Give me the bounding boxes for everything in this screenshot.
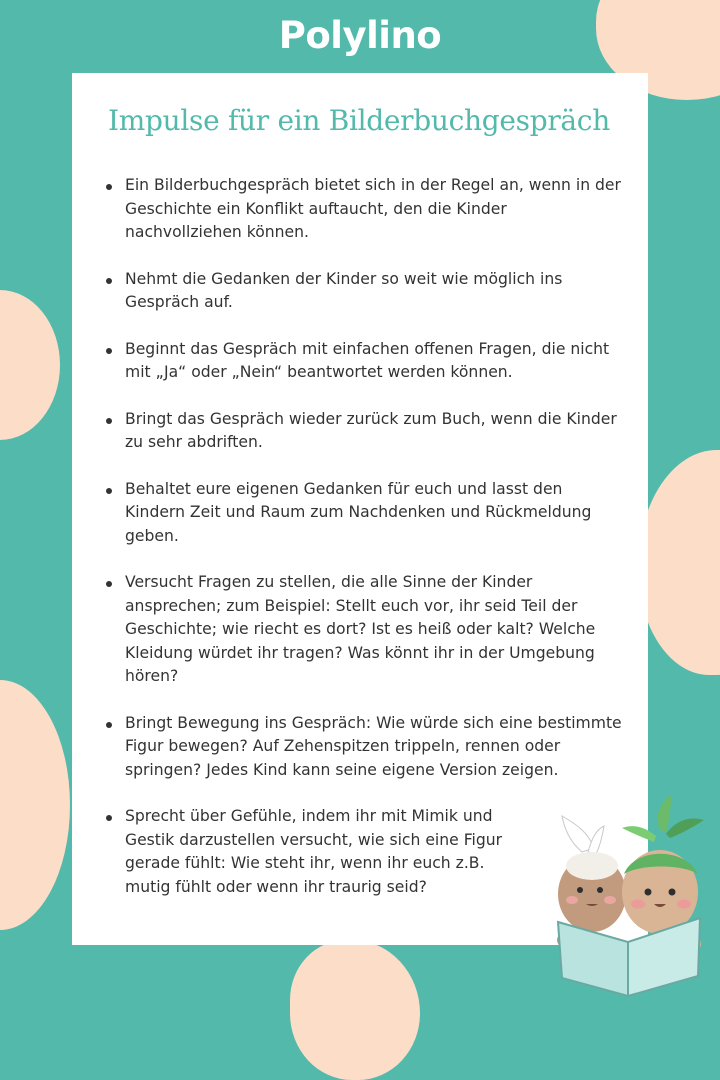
- page-title: Impulse für ein Bilderbuchgespräch: [108, 104, 610, 137]
- list-item: Beginnt das Gespräch mit einfachen offenen Fragen, die nicht mit „Ja“ oder „Nein“ beantwortet werden können.: [106, 338, 626, 385]
- decor-blob-left-middle: [0, 290, 60, 440]
- reading-onion-characters-icon: [548, 790, 716, 1000]
- decor-blob-left-bottom: [0, 680, 70, 930]
- decor-blob-right-middle: [638, 450, 720, 675]
- brand-logo: Polylino: [278, 14, 442, 57]
- list-item: Bringt Bewegung ins Gespräch: Wie würde sich eine bestimmte Figur bewegen? Auf Zehenspitzen trippeln, rennen oder springen? Jedes Kind kann seine eigene Version zeigen.: [106, 712, 626, 783]
- list-item: Versucht Fragen zu stellen, die alle Sinne der Kinder ansprechen; zum Beispiel: Stellt euch vor, ihr seid Teil der Geschichte; wie riecht es dort? Ist es heiß oder kalt? Welche Kleidung würdet ihr tragen? Was könnt ihr in der Umgebung hören?: [106, 571, 626, 689]
- list-item: Ein Bilderbuchgespräch bietet sich in der Regel an, wenn in der Geschichte ein Konflikt auftaucht, den die Kinder nachvollziehen können.: [106, 174, 626, 245]
- list-item: Bringt das Gespräch wieder zurück zum Buch, wenn die Kinder zu sehr abdriften.: [106, 408, 626, 455]
- list-item: Behaltet eure eigenen Gedanken für euch und lasst den Kindern Zeit und Raum zum Nachdenken und Rückmeldung geben.: [106, 478, 626, 549]
- list-item: Nehmt die Gedanken der Kinder so weit wie möglich ins Gespräch auf.: [106, 268, 626, 315]
- list-item: Sprecht über Gefühle, indem ihr mit Mimik und Gestik darzustellen versucht, wie sich eine Figur gerade fühlt: Wie steht ihr, wenn ihr euch z.B. mutig fühlt oder wenn ihr traurig seid?: [106, 805, 626, 899]
- decor-blob-bottom-center: [290, 940, 420, 1080]
